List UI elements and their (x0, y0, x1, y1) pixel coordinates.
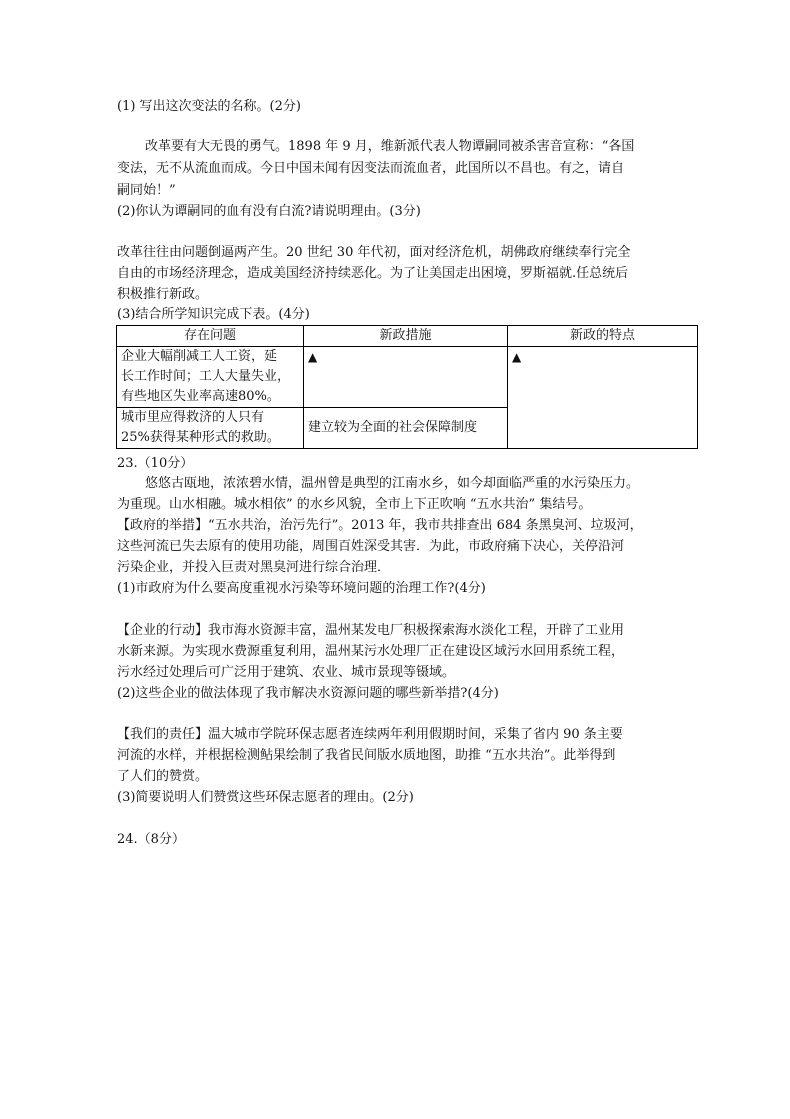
cell-line: 有些地区失业率高速80%。 (121, 389, 280, 404)
answer-placeholder: ▲ (308, 350, 318, 364)
intro-line: 悠悠古瓯地，浓浓碧水情，温州曾是典型的江南水乡，如今却面临严重的水污染压力。 (145, 476, 640, 491)
new-deal-table (116, 325, 698, 449)
passage-1-line: 变法，无不从流血而成。今日中国未闻有因变法而流血者，此国所以不昌也。有之，请自 (117, 161, 625, 176)
question-23-2: (2)这些企业的做法体现了我市解决水资源问题的哪些新举措?(4分) (117, 686, 499, 701)
header-issue: 存在问题 (117, 326, 304, 347)
row1-issue-cell (117, 347, 304, 408)
enterprise-line: 污水经过处理后可广泛用于建筑、农业、城市景现等镊域。 (117, 665, 456, 680)
responsibility-line: 河流的水样，并根据检测鲇果绘制了我省民间版水质地图，助推 “五水共治”。此举得到 (117, 748, 616, 763)
intro-line: 为重现。山水相融。城水相依” 的水乡风貌，全市上下正吹响 “五水共治” 集结号。 (117, 497, 592, 512)
row2-measure-cell: 建立较为全面的社会保障制度 (304, 408, 508, 449)
gov-line: 【政府的举措】“五水共治，治污先行”。2013 年，我市共排查出 684 条黑臭河、垃圾河， (117, 518, 643, 533)
table-header-row (117, 326, 698, 347)
passage-2-line: 积极推行新政。 (117, 287, 209, 302)
row2-issue-cell (117, 408, 304, 449)
header-measure: 新政措施 (304, 326, 508, 347)
responsibility-line: 了人们的赞赏。 (117, 769, 209, 784)
enterprise-line: 【企业的行动】我市海水资源丰富，温州某发电厂积极探索海水淡化工程，开辟了工业用 (117, 623, 625, 638)
gov-line: 污染企业，并投入巨责对黑臭河进行综合治理． (117, 560, 391, 575)
passage-1-line: 嗣同始！” (117, 183, 176, 198)
question-24-title: 24.（8分） (117, 832, 185, 847)
enterprise-line: 水新来源。为实现水费源重复利用，温州某污水处理厂正在建设区域污水回用系统工程， (117, 644, 625, 659)
cell-line: 25%获得某种形式的救助。 (121, 430, 280, 445)
question-23-1: (1)市政府为什么要高度重视水污染等环境问题的治理工作?(4分) (117, 581, 486, 596)
cell-line: 城市里应得救济的人只有 (121, 410, 265, 425)
cell-line: 长工作时间；工人大量失业， (121, 369, 291, 384)
passage-1-line: 改革要有大无畏的勇气。1898 年 9 月，维新派代表人物谭嗣同被杀害音宣称：“各国 (145, 139, 635, 154)
gov-line: 这些河流已失去原有的使用功能，周围百姓深受其害．为此，市政府痛下决心，关停沿河 (117, 539, 625, 554)
table-row (117, 347, 698, 408)
row1-measure-cell[interactable] (304, 347, 508, 408)
question-3-2: (2)你认为谭嗣同的血有没有白流?请说明理由。(3分) (117, 204, 421, 219)
feature-cell[interactable] (508, 347, 698, 449)
header-feature: 新政的特点 (508, 326, 698, 347)
cell-line: 企业大幅削减工人工资，延 (121, 349, 278, 364)
passage-2-line: 改革往往由问题倒逼两产生。20 世纪 30 年代初，面对经济危机，胡佛政府继续奉行完全 (117, 245, 631, 260)
passage-2-line: 自由的市场经济理念，造成美国经济持续恶化。为了让美国走出困境，罗斯福就.任总统后 (117, 266, 629, 281)
question-23-3: (3)简要说明人们赞赏这些环保志愿者的理由。(2分) (117, 790, 414, 805)
question-23-title: 23.（10分） (117, 456, 194, 471)
question-3-3: (3)结合所学知识完成下表。(4分) (117, 307, 310, 322)
responsibility-line: 【我们的责任】温大城市学院环保志愿者连续两年利用假期时间，采集了省内 90 条主要 (117, 727, 623, 742)
answer-placeholder: ▲ (512, 350, 522, 364)
question-3-1: (1) 写出这次变法的名称。(2分) (117, 99, 301, 114)
